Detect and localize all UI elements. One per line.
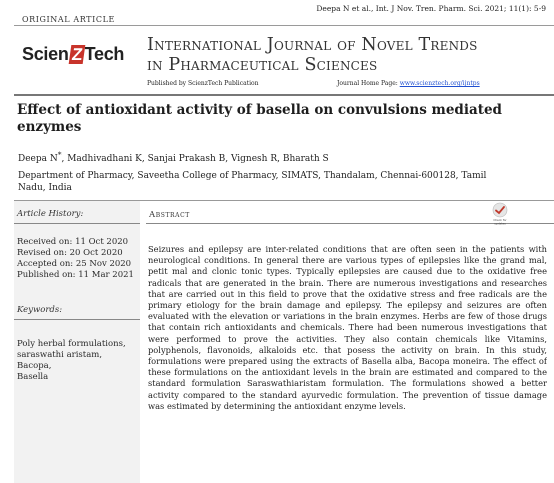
abstract-body: Seizures and epilepsy are inter-related conditions that are often seen in the patients with neurological conditions. In general there are various types of epilepsies like the grand mal, petit mal and clonic tonic types. Typically epilepsies are caused due to the oxidative free radicals that are generated in the brain. There are numerous investigations and researches that are carried out in this field to prove that the oxidative stress and free radicals are the primary etiology for the brain damage and epilepsy. The epilepsy and seizures are often evaluated with the elevation or variations in the brain enzymes. Herbs are few of those drugs that contain rich antioxidants and chemicals. There had been numerous investigations that were performed to prove the activities. They also contain chemicals like Vitamins, polyphenols, flavonoids, alkaloids etc. that posess the activity on brain. In this study, formulations were prepared using the extracts of Basella alba, Bacopa moneira. The effect of these formulations on the antioxidant levels in the brain are estimated and compared to the standard formulation Saraswathiaristam formulation. The formulations showed a better activity compared to the standard ayurvedic formulation. The prevention of tissue damage was estimated by determining the antioxidant enzyme levels.	[148, 244, 547, 411]
journal-title	[147, 35, 478, 75]
masthead-divider	[14, 94, 554, 96]
keywords-heading: Keywords:	[17, 305, 63, 315]
keywords-list	[17, 339, 126, 383]
affiliation: Department of Pharmacy, Saveetha College of Pharmacy, SIMATS, Thandalam, Chennai-600128, Tamil Nadu, India	[18, 171, 487, 193]
paper-title: Effect of antioxidant activity of basella on convulsions mediated enzymes	[17, 102, 502, 135]
keyword-item: Basella	[17, 372, 49, 382]
homepage-label: Journal Home Page:	[337, 80, 398, 87]
keyword-item: saraswathi aristam,	[17, 350, 103, 360]
history-divider	[14, 223, 140, 224]
keyword-item: Bacopa,	[17, 361, 52, 371]
corresponding-author-mark: *	[57, 150, 62, 159]
history-heading: Article History:	[17, 209, 84, 219]
badge-text-2: updates	[494, 221, 506, 226]
history-revised: Revised on: 20 Oct 2020	[17, 248, 123, 258]
publisher-logo: ScienZTech	[22, 44, 125, 64]
history-received: Received on: 11 Oct 2020	[17, 237, 129, 247]
citation-line: Deepa N et al., Int. J Nov. Tren. Pharm. Sci. 2021; 11(1): 5-9	[316, 4, 546, 13]
badge-text: Check for	[493, 218, 507, 222]
journal-title-line1: International Journal of Novel Trends	[147, 35, 478, 55]
author-list: Deepa N*, Madhivadhani K, Sanjai Prakash B, Vignesh R, Bharath S	[18, 150, 329, 164]
history-accepted: Accepted on: 25 Nov 2020	[17, 259, 132, 269]
top-divider	[14, 25, 554, 26]
abstract-heading: Abstract	[149, 210, 190, 220]
history-published: Published on: 11 Mar 2021	[17, 270, 134, 280]
homepage-link[interactable]: www.scienztech.org/ijntps	[399, 80, 480, 87]
history-list	[17, 237, 134, 281]
publisher-note: Published by ScienzTech Publication	[147, 80, 259, 87]
check-for-updates-badge[interactable]	[490, 202, 510, 226]
keywords-divider	[14, 319, 140, 320]
article-type-label: ORIGINAL ARTICLE	[22, 15, 115, 24]
keyword-item: Poly herbal formulations,	[17, 339, 126, 349]
homepage-line	[337, 80, 480, 87]
journal-title-line2: in Pharmaceutical Sciences	[147, 55, 378, 75]
